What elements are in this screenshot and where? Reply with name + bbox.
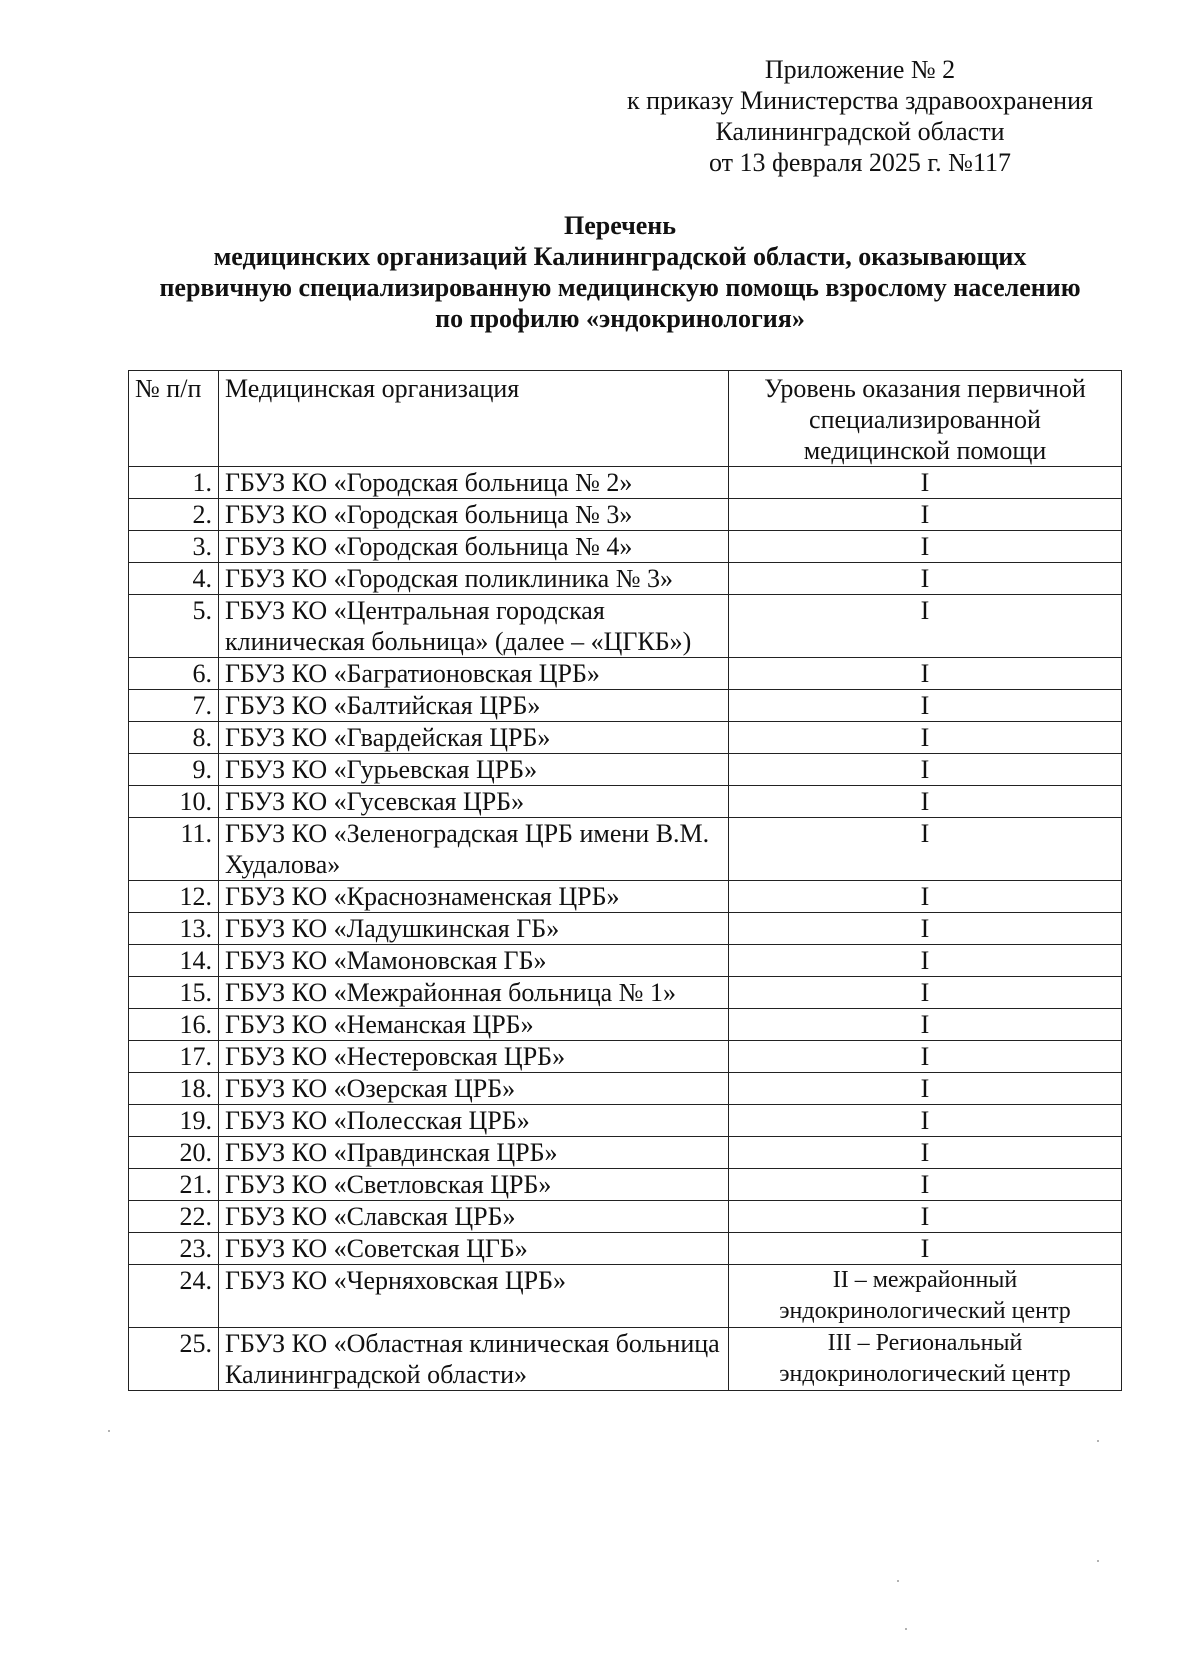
table-row xyxy=(129,1009,1122,1041)
row-care-level: I xyxy=(729,467,1122,499)
row-number: 7. xyxy=(129,690,219,722)
row-number: 5. xyxy=(129,595,219,658)
row-organization: ГБУЗ КО «Багратионовская ЦРБ» xyxy=(219,658,729,690)
row-care-level: I xyxy=(729,690,1122,722)
row-number: 4. xyxy=(129,563,219,595)
row-organization: ГБУЗ КО «Городская больница № 4» xyxy=(219,531,729,563)
scan-speck xyxy=(897,1580,899,1582)
row-number: 23. xyxy=(129,1233,219,1265)
row-number: 15. xyxy=(129,977,219,1009)
row-care-level: I xyxy=(729,881,1122,913)
row-care-level: I xyxy=(729,563,1122,595)
row-care-level: I xyxy=(729,1041,1122,1073)
row-care-level: I xyxy=(729,977,1122,1009)
row-care-level: I xyxy=(729,1009,1122,1041)
row-organization: ГБУЗ КО «Мамоновская ГБ» xyxy=(219,945,729,977)
row-number: 21. xyxy=(129,1169,219,1201)
table-row xyxy=(129,818,1122,881)
table-row xyxy=(129,1073,1122,1105)
row-organization: ГБУЗ КО «Зеленоградская ЦРБ имени В.М. Худалова» xyxy=(219,818,729,881)
table-row xyxy=(129,690,1122,722)
row-organization: ГБУЗ КО «Полесская ЦРБ» xyxy=(219,1105,729,1137)
table-row xyxy=(129,786,1122,818)
row-number: 6. xyxy=(129,658,219,690)
appendix-date: от 13 февраля 2025 г. №117 xyxy=(709,148,1011,177)
appendix-order-ref: к приказу Министерства здравоохранения xyxy=(627,86,1093,115)
row-care-level: I xyxy=(729,754,1122,786)
document-title xyxy=(120,210,1120,334)
table-row xyxy=(129,913,1122,945)
row-number: 1. xyxy=(129,467,219,499)
row-care-level: I xyxy=(729,1073,1122,1105)
row-care-level: I xyxy=(729,595,1122,658)
row-organization: ГБУЗ КО «Центральная городская клиническая больница» (далее – «ЦГКБ») xyxy=(219,595,729,658)
row-organization: ГБУЗ КО «Гвардейская ЦРБ» xyxy=(219,722,729,754)
table-row xyxy=(129,1169,1122,1201)
table-row xyxy=(129,531,1122,563)
row-number: 19. xyxy=(129,1105,219,1137)
row-care-level: I xyxy=(729,818,1122,881)
table-row xyxy=(129,1328,1122,1391)
table-row xyxy=(129,563,1122,595)
row-care-level: I xyxy=(729,531,1122,563)
row-care-level: I xyxy=(729,499,1122,531)
row-organization: ГБУЗ КО «Черняховская ЦРБ» xyxy=(219,1265,729,1328)
row-organization: ГБУЗ КО «Межрайонная больница № 1» xyxy=(219,977,729,1009)
table-body xyxy=(129,467,1122,1391)
row-organization: ГБУЗ КО «Советская ЦГБ» xyxy=(219,1233,729,1265)
row-number: 25. xyxy=(129,1328,219,1391)
row-care-level: I xyxy=(729,1233,1122,1265)
row-organization: ГБУЗ КО «Славская ЦРБ» xyxy=(219,1201,729,1233)
row-care-level: I xyxy=(729,722,1122,754)
row-organization: ГБУЗ КО «Ладушкинская ГБ» xyxy=(219,913,729,945)
row-organization: ГБУЗ КО «Областная клиническая больница Калининградской области» xyxy=(219,1328,729,1391)
row-organization: ГБУЗ КО «Светловская ЦРБ» xyxy=(219,1169,729,1201)
title-line-4: по профилю «эндокринология» xyxy=(435,304,805,333)
header-care-level: Уровень оказания первичной специализированной медицинской помощи xyxy=(729,371,1122,467)
table-row xyxy=(129,754,1122,786)
appendix-header xyxy=(600,54,1120,178)
row-organization: ГБУЗ КО «Озерская ЦРБ» xyxy=(219,1073,729,1105)
table-row xyxy=(129,977,1122,1009)
row-organization: ГБУЗ КО «Краснознаменская ЦРБ» xyxy=(219,881,729,913)
row-organization: ГБУЗ КО «Городская поликлиника № 3» xyxy=(219,563,729,595)
row-organization: ГБУЗ КО «Гурьевская ЦРБ» xyxy=(219,754,729,786)
row-number: 14. xyxy=(129,945,219,977)
row-organization: ГБУЗ КО «Гусевская ЦРБ» xyxy=(219,786,729,818)
row-organization: ГБУЗ КО «Балтийская ЦРБ» xyxy=(219,690,729,722)
table-row xyxy=(129,499,1122,531)
appendix-number: Приложение № 2 xyxy=(764,55,956,84)
scan-speck xyxy=(905,1628,907,1630)
row-care-level: I xyxy=(729,945,1122,977)
table-row xyxy=(129,722,1122,754)
table-row xyxy=(129,1265,1122,1328)
row-number: 24. xyxy=(129,1265,219,1328)
table-row xyxy=(129,658,1122,690)
row-number: 2. xyxy=(129,499,219,531)
row-number: 11. xyxy=(129,818,219,881)
row-number: 3. xyxy=(129,531,219,563)
table-row xyxy=(129,945,1122,977)
row-number: 12. xyxy=(129,881,219,913)
row-organization: ГБУЗ КО «Неманская ЦРБ» xyxy=(219,1009,729,1041)
row-care-level: I xyxy=(729,913,1122,945)
title-line-2: медицинских организаций Калининградской области, оказывающих xyxy=(213,242,1027,271)
header-organization: Медицинская организация xyxy=(219,371,729,467)
table-header-row xyxy=(129,371,1122,467)
row-number: 13. xyxy=(129,913,219,945)
title-line-3: первичную специализированную медицинскую помощь взрослому населению xyxy=(159,273,1081,302)
row-number: 16. xyxy=(129,1009,219,1041)
appendix-region: Калининградской области xyxy=(715,117,1005,146)
row-care-level: I xyxy=(729,1201,1122,1233)
row-number: 20. xyxy=(129,1137,219,1169)
table-row xyxy=(129,1041,1122,1073)
header-number: № п/п xyxy=(129,371,219,467)
table-row xyxy=(129,1233,1122,1265)
row-care-level: III – Региональный эндокринологический центр xyxy=(729,1328,1122,1391)
row-number: 22. xyxy=(129,1201,219,1233)
row-organization: ГБУЗ КО «Городская больница № 2» xyxy=(219,467,729,499)
row-care-level: I xyxy=(729,1137,1122,1169)
scan-speck xyxy=(108,1430,110,1432)
row-number: 17. xyxy=(129,1041,219,1073)
row-organization: ГБУЗ КО «Нестеровская ЦРБ» xyxy=(219,1041,729,1073)
row-care-level: II – межрайонный эндокринологический центр xyxy=(729,1265,1122,1328)
table-row xyxy=(129,1201,1122,1233)
row-organization: ГБУЗ КО «Городская больница № 3» xyxy=(219,499,729,531)
row-care-level: I xyxy=(729,658,1122,690)
row-number: 10. xyxy=(129,786,219,818)
title-line-1: Перечень xyxy=(563,211,677,240)
row-number: 8. xyxy=(129,722,219,754)
table-row xyxy=(129,881,1122,913)
row-number: 18. xyxy=(129,1073,219,1105)
scan-speck xyxy=(1097,1440,1099,1442)
scan-speck xyxy=(1097,1560,1099,1562)
row-organization: ГБУЗ КО «Правдинская ЦРБ» xyxy=(219,1137,729,1169)
organizations-table xyxy=(128,370,1122,1391)
row-care-level: I xyxy=(729,786,1122,818)
row-care-level: I xyxy=(729,1169,1122,1201)
row-number: 9. xyxy=(129,754,219,786)
table-row xyxy=(129,1105,1122,1137)
row-care-level: I xyxy=(729,1105,1122,1137)
table-row xyxy=(129,1137,1122,1169)
table-row xyxy=(129,467,1122,499)
table-row xyxy=(129,595,1122,658)
